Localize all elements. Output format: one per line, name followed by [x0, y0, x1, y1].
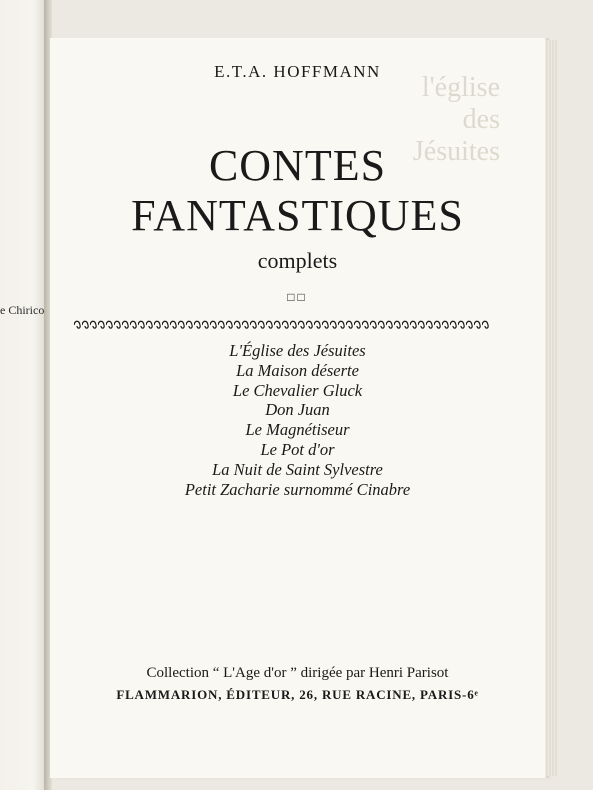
collection-line: Collection “ L'Age d'or ” dirigée par Henri Parisot [146, 665, 449, 681]
author-name: E.T.A. HOFFMANN [214, 62, 381, 81]
contents-list [50, 341, 545, 499]
contents-item: Petit Zacharie surnommé Cinabre [184, 479, 411, 499]
contents-item: Le Pot d'or [260, 439, 335, 459]
book-subtitle: complets [257, 248, 338, 273]
left-page [0, 0, 48, 790]
contents-item: Le Magnétiseur [245, 420, 350, 440]
show-through-line: des [462, 104, 500, 135]
left-page-caption: e Chirico [0, 303, 45, 317]
contents-item: Le Chevalier Gluck [232, 380, 363, 400]
decorative-rule [74, 317, 490, 333]
ornament-boxes: □□ [287, 290, 308, 304]
page-edges [545, 40, 557, 776]
contents-item: La Nuit de Saint Sylvestre [212, 459, 383, 479]
contents-item: L'Église des Jésuites [229, 341, 366, 360]
publisher-line: FLAMMARION, ÉDITEUR, 26, RUE RACINE, PARIS-6ᵉ [116, 687, 479, 702]
contents-item: Don Juan [265, 400, 330, 420]
contents-item: La Maison déserte [236, 360, 359, 380]
book-title-line-2: FANTASTIQUES [131, 191, 464, 240]
show-through-line: Jésuites [412, 136, 500, 167]
show-through-line: l'église [421, 72, 500, 103]
book-title-line-1: CONTES [208, 141, 387, 190]
